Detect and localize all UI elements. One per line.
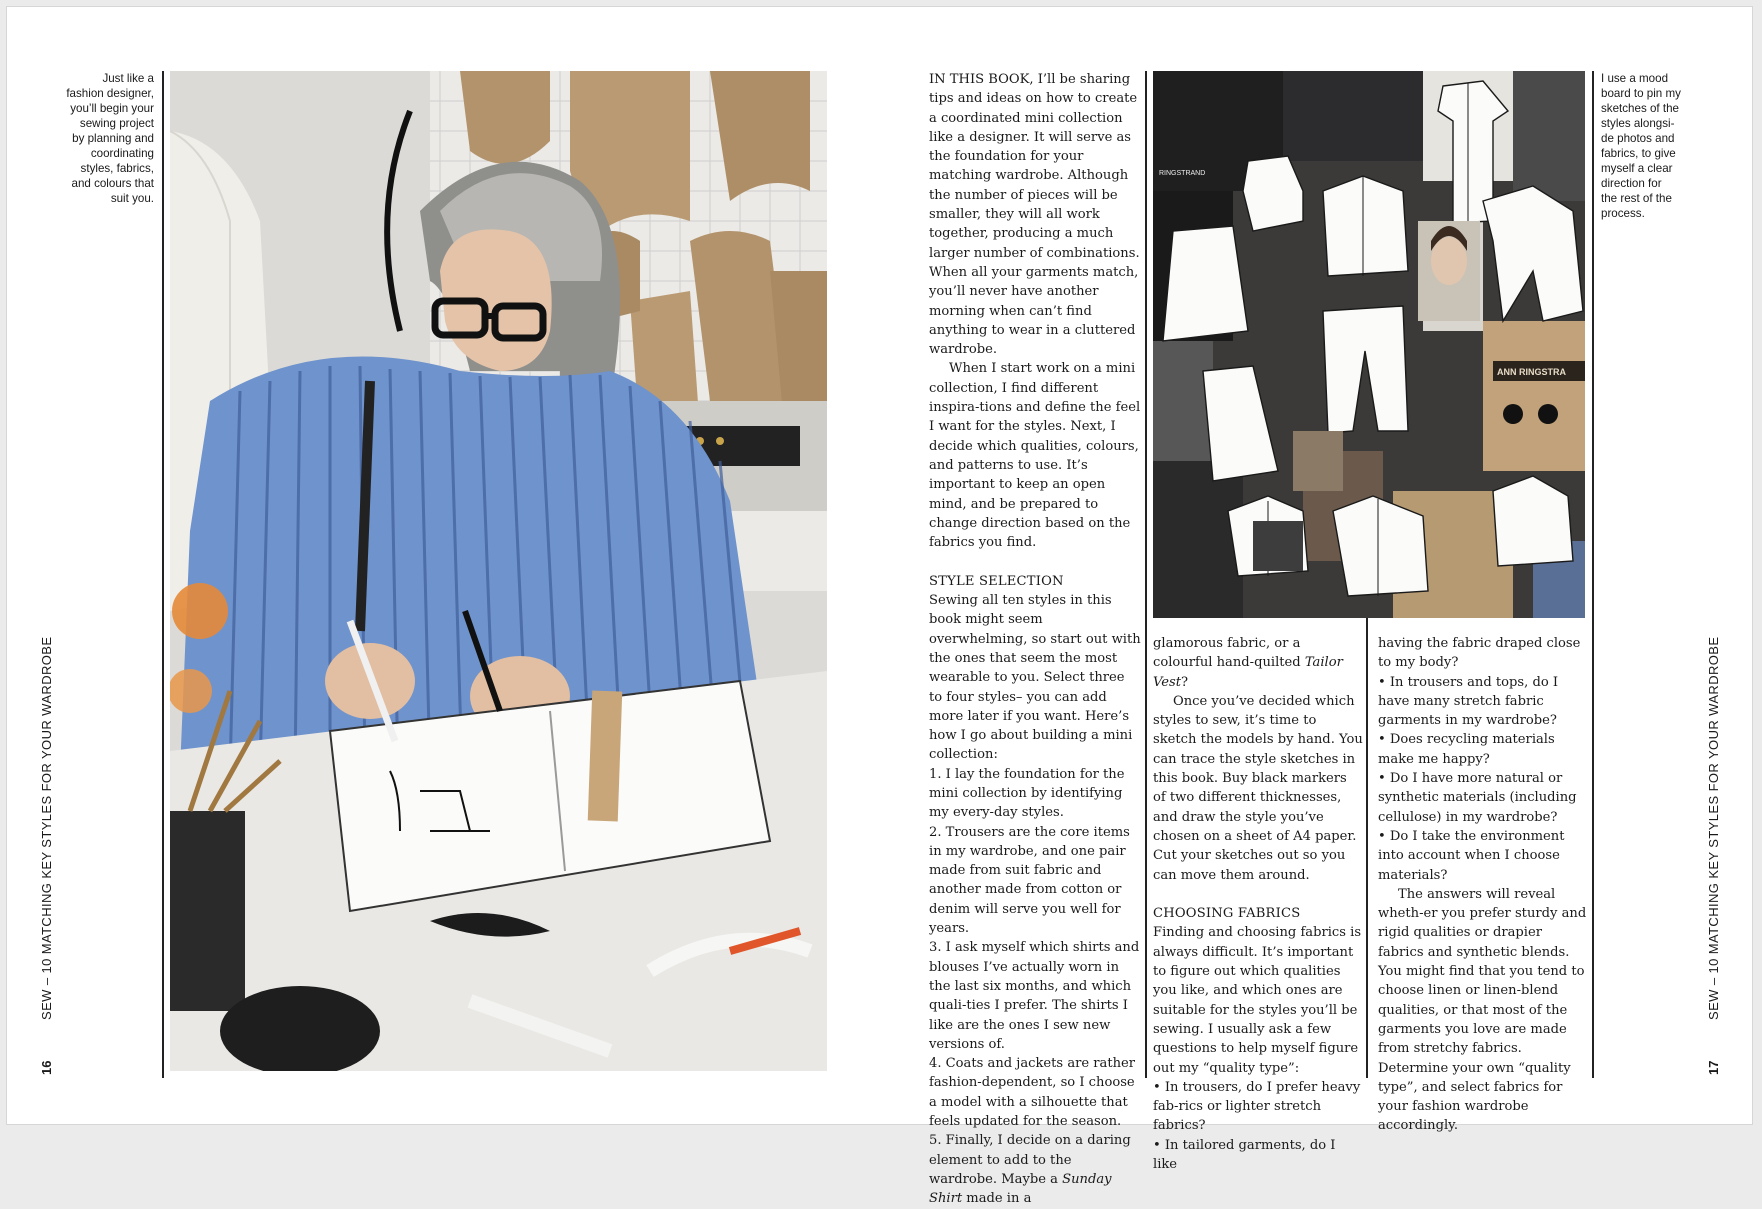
mood-board-photo [1153,71,1585,618]
step-5: 5. Finally, I decide on a daring element to add to the wardrobe. Maybe a Sunday Shirt made in a [929,1133,1131,1207]
intro-paragraph: IN THIS BOOK, I’ll be sharing tips and ideas on how to create a coordinated mini collection like a designer. It will serve as the foundation for your matching wardrobe. Although the number of pieces will be smaller, they will all work together, producing a much larger number of combinations. When all your garments match, you’ll never have another morning when can’t find anything to wear in a cluttered wardrobe. [929,72,1140,358]
right-photo-caption: I use a mood board to pin my sketches of the styles alongsi- de photos and fabrics, to give myself a clear direction for the rest of the process. [1601,72,1681,220]
choosing-fabrics-heading: CHOOSING FABRICS [1153,906,1301,922]
column-rule-1 [1145,71,1147,1078]
col3-continuation: glamorous fabric, or a colourful hand-quilted Tailor Vest? [1153,636,1343,690]
answers-paragraph: The answers will reveal wheth-er you prefer sturdy and rigid qualities or drapier fabrics and synthetic blends. You might find that you tend to choose linen or linen-blend qualities, or that most of the garments you love are made from stretchy fabrics. Determine your own “quality type”, and select fabrics for your fashion wardrobe accordingly. [1378,886,1587,1134]
choosing-fabrics-paragraph: Finding and choosing fabrics is always difficult. It’s important to figure out which qualities you like, and which ones are suitable for the styles you’ll be sewing. I usually ask a few questions to help myself figure out my “quality type”: [1153,925,1362,1076]
step-1: 1. I lay the foundation for the mini collection by identifying my every-day styles. [929,766,1125,821]
designer-photo-illustration [170,71,827,1071]
left-folio: 16 [39,1060,54,1075]
text-column-1 [929,70,1141,1209]
question-6: • Do I take the environment into account when I choose materials? [1378,828,1565,883]
mood-label-top: RINGSTRAND [1159,170,1206,177]
text-column-3 [1153,634,1363,1174]
right-running-head: SEW – 10 MATCHING KEY STYLES FOR YOUR WARDROBE [1706,636,1721,1020]
left-running-head: SEW – 10 MATCHING KEY STYLES FOR YOUR WARDROBE [39,636,54,1020]
mood-board-illustration [1153,71,1585,618]
step-3: 3. I ask myself which shirts and blouses I’ve actually worn in the last six months, and which quali-ties I prefer. The shirts I like are the ones I sew new versions of. [929,940,1140,1052]
style-selection-heading: STYLE SELECTION [929,573,1064,589]
intro-paragraph-2: When I start work on a mini collection, I find different inspira-tions and define the feel I want for the styles. Next, I decide which qualities, colours, and patterns to use. It’s important to keep an open mind, and be prepared to change direction based on the fabrics you find. [929,361,1141,551]
question-2: • In tailored garments, do I like [1153,1137,1336,1173]
style-selection-paragraph: Sewing all ten styles in this book might seem overwhelming, so start out with the ones that seem the most wearable to you. Select three to four styles– you can add more later if you want. Here’s how I go about building a mini collection: [929,593,1141,763]
right-folio: 17 [1706,1060,1721,1075]
question-5: • Do I have more natural or synthetic materials (including cellulose) in my wardrobe? [1378,771,1577,825]
col4-continuation: having the fabric draped close to my body? [1378,636,1581,671]
column-rule-2 [1366,618,1368,1078]
step-4: 4. Coats and jackets are rather fashion-dependent, so I choose a model with a silhouette that feels updated for the season. [929,1056,1136,1130]
text-column-4 [1378,634,1588,1136]
question-1: • In trousers, do I prefer heavy fab-rics or lighter stretch fabrics? [1153,1079,1361,1134]
question-3: • In trousers and tops, do I have many stretch fabric garments in my wardrobe? [1378,674,1559,729]
book-spread [7,7,1752,1207]
step-2: 2. Trousers are the core items in my wardrobe, and one pair made from suit fabric and another made from cotton or denim will serve you well for years. [929,824,1130,937]
designer-sketching-photo [170,71,827,1071]
column-rule-3 [1592,71,1594,1078]
left-photo-caption: Just like a fashion designer, you’ll begin your sewing project by planning and coordinating styles, fabrics, and colours that suit you. [66,72,154,205]
left-caption-rule [162,71,164,1078]
question-4: • Does recycling materials make me happy? [1378,732,1555,767]
mood-label-tag: ANN RINGSTRA [1497,367,1566,377]
sketch-paragraph: Once you’ve decided which styles to sew, it’s time to sketch the models by hand. You can trace the style sketches in this book. Buy black markers of two different thicknesses, and draw the style you’ve chosen on a sheet of A4 paper. Cut your sketches out so you can move them around. [1153,693,1363,883]
